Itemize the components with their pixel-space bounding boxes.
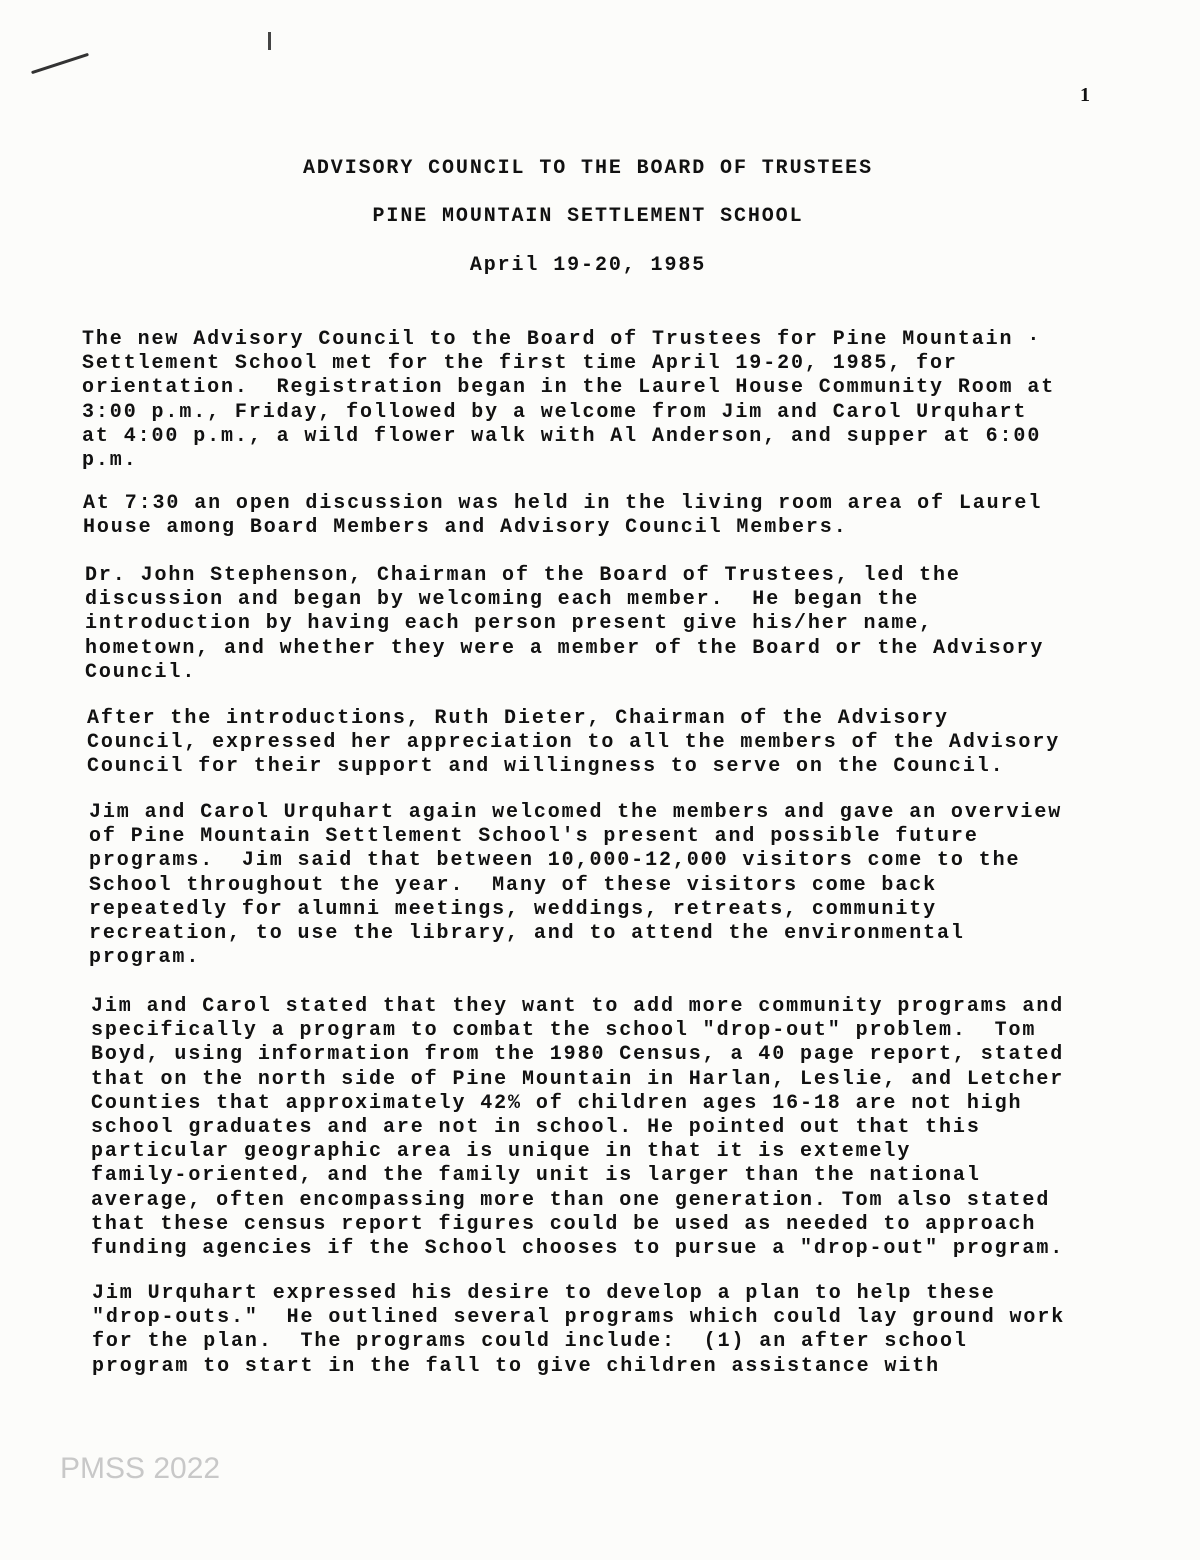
paragraph [89,801,1062,970]
pen-mark [268,32,271,50]
text-line: orientation. Registration began in the Laurel House Community Room at [82,376,1056,400]
paragraph [87,707,1060,780]
text-line: hometown, and whether they were a member of the Board or the Advisory [85,636,1045,660]
text-line: introduction by having each person present give his/her name, [85,612,934,636]
paragraph [82,328,1055,473]
text-line: program. [89,946,201,970]
paragraph [83,492,1042,540]
text-line: discussion and began by welcoming each member. He began the [85,588,920,612]
text-line: 3:00 p.m., Friday, followed by a welcome from Jim and Carol Urquhart [82,400,1028,424]
text-line: particular geographic area is unique in that it is extemely [91,1140,912,1164]
pen-mark [31,53,89,74]
text-line: school graduates and are not in school. He pointed out that this [91,1115,981,1139]
text-line: program to start in the fall to give children assistance with [92,1354,941,1378]
text-line: of Pine Mountain Settlement School's present and possible future [89,825,979,849]
text-line: Counties that approximately 42% of children ages 16-18 are not high [91,1091,1023,1115]
text-line: that these census report figures could be used as needed to approach [91,1212,1037,1236]
text-line: Council, expressed her appreciation to all the members of the Advisory [87,731,1061,755]
text-line: Settlement School met for the first time April 19-20, 1985, for [82,352,958,376]
watermark: PMSS 2022 [60,1452,221,1485]
paragraph [85,564,1044,685]
text-line: Boyd, using information from the 1980 Census, a 40 page report, stated [91,1043,1065,1067]
text-line: Council. [85,660,197,684]
text-line: recreation, to use the library, and to attend the environmental [89,921,965,945]
text-line: Council for their support and willingness to serve on the Council. [87,755,1005,779]
paragraph [91,995,1064,1261]
text-line: average, often encompassing more than one generation. Tom also stated [91,1188,1051,1212]
page-number: 1 [1080,84,1090,106]
text-line: for the plan. The programs could include: (1) an after school [92,1330,968,1354]
text-line: specifically a program to combat the school "drop-out" problem. Tom [91,1019,1037,1043]
text-line: p.m. [82,448,138,472]
text-line: that on the north side of Pine Mountain in Harlan, Leslie, and Letcher [91,1067,1065,1091]
text-line: School throughout the year. Many of these visitors come back [89,873,938,897]
text-line: After the introductions, Ruth Dieter, Chairman of the Advisory [87,707,949,730]
text-line: Dr. John Stephenson, Chairman of the Board of Trustees, led the [85,564,961,587]
text-line: Jim and Carol stated that they want to add more community programs and [91,995,1065,1018]
document-date: April 19-20, 1985 [469,254,707,277]
document-subtitle: PINE MOUNTAIN SETTLEMENT SCHOOL [372,205,804,228]
text-line: "drop-outs." He outlined several programs which could lay ground work [92,1306,1066,1330]
text-line: At 7:30 an open discussion was held in the living room area of Laurel [83,492,1043,515]
paragraph [92,1282,1065,1379]
text-line: Jim and Carol Urquhart again welcomed the members and gave an overview [89,801,1063,824]
text-line: funding agencies if the School chooses to pursue a "drop-out" program. [91,1236,1065,1260]
text-line: The new Advisory Council to the Board of Trustees for Pine Mountain · [82,328,1042,351]
text-line: House among Board Members and Advisory Council Members. [83,516,848,540]
text-line: Jim Urquhart expressed his desire to develop a plan to help these [92,1282,996,1305]
text-line: programs. Jim said that between 10,000-12,000 visitors come to the [89,849,1021,873]
text-line: at 4:00 p.m., a wild flower walk with Al Anderson, and supper at 6:00 [82,424,1042,448]
text-line: family-oriented, and the family unit is larger than the national [91,1164,981,1188]
text-line: repeatedly for alumni meetings, weddings, retreats, community [89,897,938,921]
document-title: ADVISORY COUNCIL TO THE BOARD OF TRUSTEES [303,157,873,180]
